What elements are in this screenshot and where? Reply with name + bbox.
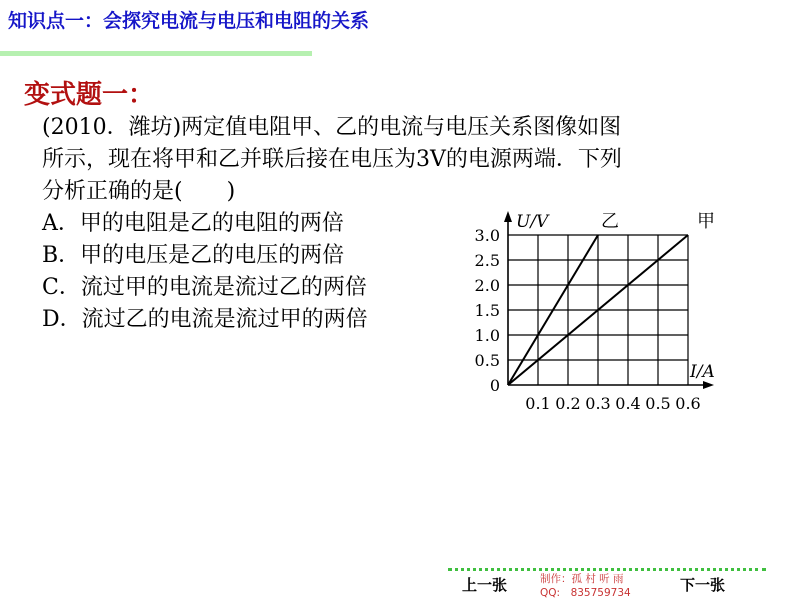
y-tick-label: 1.0: [474, 326, 500, 345]
option-d[interactable]: D．流过乙的电流是流过甲的两倍: [42, 307, 368, 332]
header-bar: [0, 0, 800, 54]
question-line: 分析正确的是( ): [42, 179, 236, 204]
y-axis-arrow: [504, 211, 512, 222]
x-tick-label: 0.6: [675, 394, 701, 413]
credit-author: 制作：孤 村 听 雨: [540, 573, 624, 585]
x-tick-label: 0.3: [585, 394, 611, 413]
y-tick-label: 2.0: [474, 276, 500, 295]
question-text: [42, 112, 762, 208]
question-line: (2010．潍坊)两定值电阻甲、乙的电流与电压关系图像如图: [42, 115, 622, 140]
page-title: 知识点一：会探究电流与电压和电阻的关系: [8, 10, 370, 32]
y-tick-label: 0.5: [474, 351, 500, 370]
x-axis-arrow: [703, 381, 714, 389]
x-tick-label: 0.2: [555, 394, 581, 413]
y-axis-label: U/V: [516, 212, 549, 232]
answer-options: [42, 208, 368, 336]
x-tick-label: 0.5: [645, 394, 671, 413]
previous-slide-button[interactable]: 上一张: [462, 576, 508, 594]
y-tick-label: 3.0: [474, 226, 500, 245]
option-a[interactable]: A．甲的电阻是乙的电阻的两倍: [42, 211, 344, 236]
y-tick-label: 2.5: [474, 251, 500, 270]
question-line: 所示，现在将甲和乙并联后接在电压为3V的电源两端．下列: [42, 147, 622, 172]
section-title: 变式题一：: [24, 80, 155, 110]
header-accent-rule: [0, 51, 312, 56]
author-credit: [540, 572, 631, 600]
x-axis-label: I/A: [690, 362, 715, 382]
x-tick-label: 0.1: [525, 394, 551, 413]
footer-divider: [448, 568, 766, 571]
credit-qq: QQ: 835759734: [540, 587, 631, 599]
next-slide-button[interactable]: 下一张: [680, 576, 726, 594]
option-c[interactable]: C．流过甲的电流是流过乙的两倍: [42, 275, 367, 300]
y-tick-label: 1.5: [474, 301, 500, 320]
series-label: 甲: [697, 211, 715, 232]
y-tick-label: 0: [489, 376, 500, 395]
series-label: 乙: [601, 211, 619, 232]
x-tick-label: 0.4: [615, 394, 641, 413]
option-b[interactable]: B．甲的电压是乙的电压的两倍: [42, 243, 345, 268]
current-voltage-chart: [440, 195, 740, 420]
